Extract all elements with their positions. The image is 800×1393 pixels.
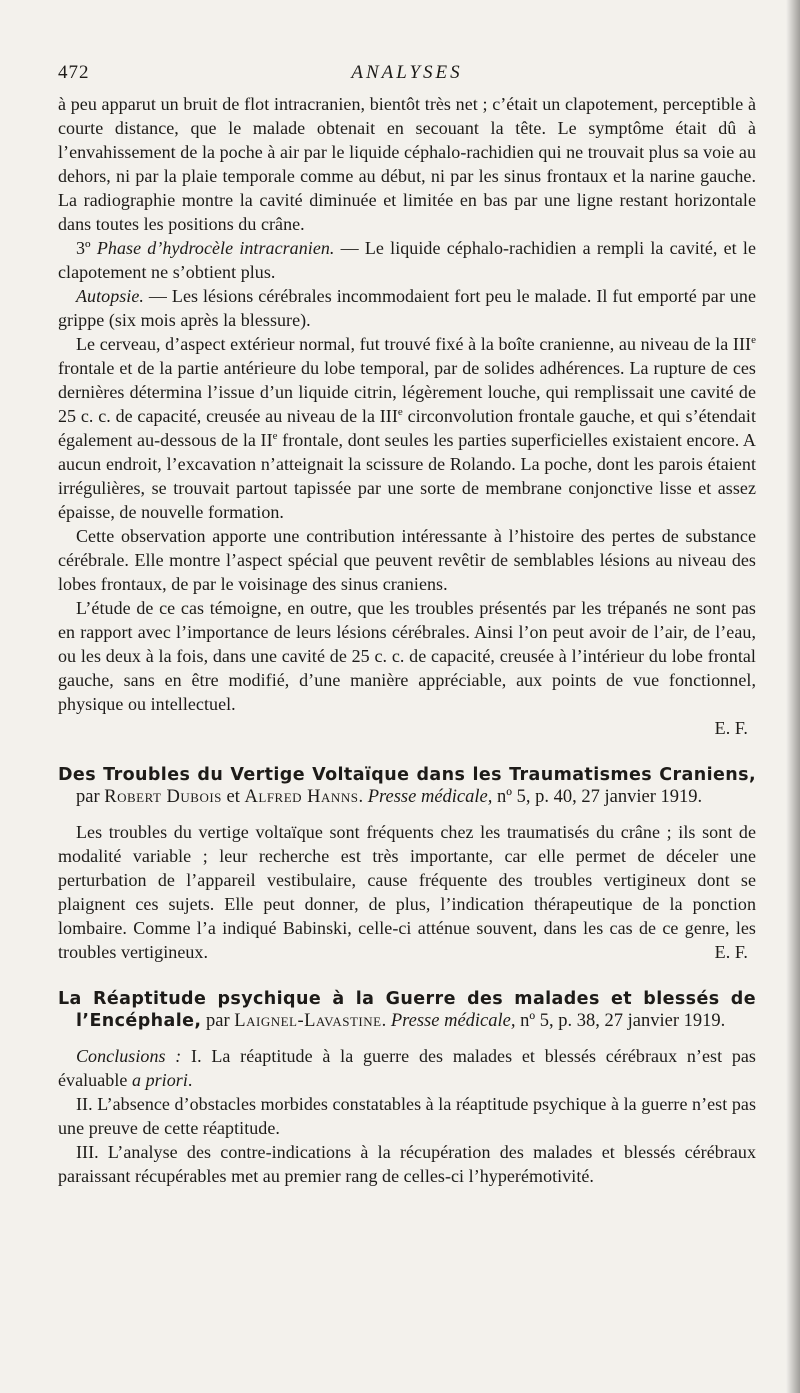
- conclusion-3: III. L’analyse des contre-indications à la récupération des malades et blessés cérébraux paraissant récupérables met au premier rang de celles-ci l’hyperémotivité.: [58, 1142, 756, 1186]
- journal-reference: nº 5, p. 38, 27 janvier 1919.: [515, 1011, 726, 1031]
- text-run: par: [201, 1011, 235, 1031]
- article-title: La Réaptitude psychique à la Guerre des malades et blessés de l’Encéphale,: [58, 989, 756, 1031]
- journal-name: Presse médicale,: [390, 1011, 516, 1031]
- text-run: .: [358, 787, 368, 807]
- text-run: I. La réaptitude à la guerre des malades et blessés cérébraux n’est pas évaluable: [58, 1046, 756, 1090]
- author-name: Alfred Hanns: [244, 787, 359, 807]
- page: [58, 58, 756, 1188]
- phase-text: — Le liquide céphalo-rachidien a rempli la cavité, et le clapotement ne s’obtient plus.: [58, 238, 756, 282]
- page-edge-shadow: [786, 0, 800, 1393]
- text-run: .: [381, 1011, 391, 1031]
- superscript: e: [751, 334, 756, 346]
- text-run: a priori: [131, 1070, 188, 1090]
- journal-name: Presse médicale,: [367, 787, 493, 807]
- page-number: 472: [58, 62, 90, 83]
- article-vertige: [58, 764, 756, 964]
- article-body: [58, 820, 756, 964]
- conclusion-2: II. L’absence d’obstacles morbides constatables à la réaptitude psychique à la guerre n’est pas une preuve de cette réaptitude.: [58, 1094, 756, 1138]
- text-run: .: [187, 1070, 193, 1090]
- phase-title: Phase d’hydrocèle intracranien.: [96, 238, 335, 258]
- paragraph: Cette observation apporte une contribution intéressante à l’histoire des pertes de substance cérébrale. Elle montre l’aspect spécial que peuvent revêtir de semblables lésions au niveau des lobes frontaux, de par le voisinage des sinus craniens.: [58, 526, 756, 594]
- signature: E. F.: [714, 942, 748, 962]
- body-text: Les troubles du vertige voltaïque sont fréquents chez les traumatisés du crâne ; ils sont de modalité variable ; leur recherche est très importante, car elle permet de déceler une perturbation de l’appareil vestibulaire, cause fréquente des troubles vertigineux dont se plaignent ces sujets. Elle peut donner, de plus, l’indication thérapeutique de la ponction lombaire. Comme l’a indiqué Babinski, celle-ci atténue souvent, dans les cas de ce genre, les troubles vertigineux.: [58, 822, 756, 962]
- conclusions-label: Conclusions :: [76, 1046, 182, 1066]
- text-run: Le cerveau, d’aspect extérieur normal, fut trouvé fixé à la boîte cranienne, au niveau de la III: [76, 334, 752, 354]
- article-title: Des Troubles du Vertige Voltaïque dans les Traumatismes Craniens,: [58, 765, 756, 785]
- phase-number: 3º: [76, 238, 97, 258]
- paragraph-brain: [58, 332, 756, 524]
- author-name: Robert Dubois: [104, 787, 222, 807]
- superscript: e: [272, 430, 278, 442]
- paragraph: à peu apparut un bruit de flot intracranien, bientôt très net ; c’était un clapotement, perceptible à courte distance, que le malade obtenait en secouant la tête. Le symptôme était dû à l’envahissement de la poche à air par le liquide céphalo-rachidien qui ne trouvait plus sa voie au dehors, ni par la plaie temporale comme au début, ni par les sinus frontaux et la narine gauche. La radiographie montre la cavité diminuée et limitée en bas par une ligne restant horizontale dans toutes les positions du crâne.: [58, 94, 756, 234]
- text-run: circonvolution frontale gauche, et qui s’étendait également au-dessous de la II: [58, 406, 757, 450]
- paragraph-phase: [58, 236, 756, 284]
- spacer: [58, 808, 756, 820]
- autopsy-text: — Les lésions cérébrales incommodaient fort peu le malade. Il fut emporté par une grippe (six mois après la blessure).: [58, 286, 756, 330]
- signature: E. F.: [714, 718, 748, 738]
- autopsy-label: Autopsie.: [76, 286, 144, 306]
- spacer: [58, 1032, 756, 1044]
- article-reaptitude: [58, 988, 756, 1188]
- author-name: Laignel-Lavastine: [234, 1011, 382, 1031]
- article-heading: [58, 764, 756, 808]
- running-head: ANALYSES: [351, 62, 463, 83]
- text-run: et: [221, 787, 245, 807]
- paragraph-autopsy: [58, 284, 756, 332]
- conclusion-1: [58, 1044, 756, 1092]
- article-heading: [58, 988, 756, 1032]
- text-run: frontale et de la partie antérieure du lobe temporal, par de solides adhérences. La rupture de ces dernières détermina l’issue d’un liquide citrin, légèrement louche, qui remplissait une cavité de 25 c. c. de capacité, creusée au niveau de la III: [58, 358, 756, 426]
- page-header: [58, 58, 756, 92]
- text-run: par: [76, 787, 105, 807]
- section-case-report: [58, 92, 756, 740]
- text-run: frontale, dont seules les parties superficielles existaient encore. A aucun endroit, l’excavation n’atteignait la scissure de Rolando. La poche, dont les parois étaient irrégulières, se trouvait partout tapissée par une sorte de membrane conjonctive lisse et assez épaisse, de nouvelle formation.: [58, 430, 756, 522]
- superscript: e: [397, 406, 403, 418]
- journal-reference: nº 5, p. 40, 27 janvier 1919.: [492, 787, 703, 807]
- paragraph: L’étude de ce cas témoigne, en outre, que les troubles présentés par les trépanés ne sont pas en rapport avec l’importance de leurs lésions cérébrales. Ainsi l’on peut avoir de l’air, de l’eau, ou les deux à la fois, dans une cavité de 25 c. c. de capacité, creusée à l’intérieur du lobe frontal gauche, sans en être modifié, d’une manière appréciable, aux points de vue fonctionnel, physique ou intellectuel.: [58, 598, 756, 714]
